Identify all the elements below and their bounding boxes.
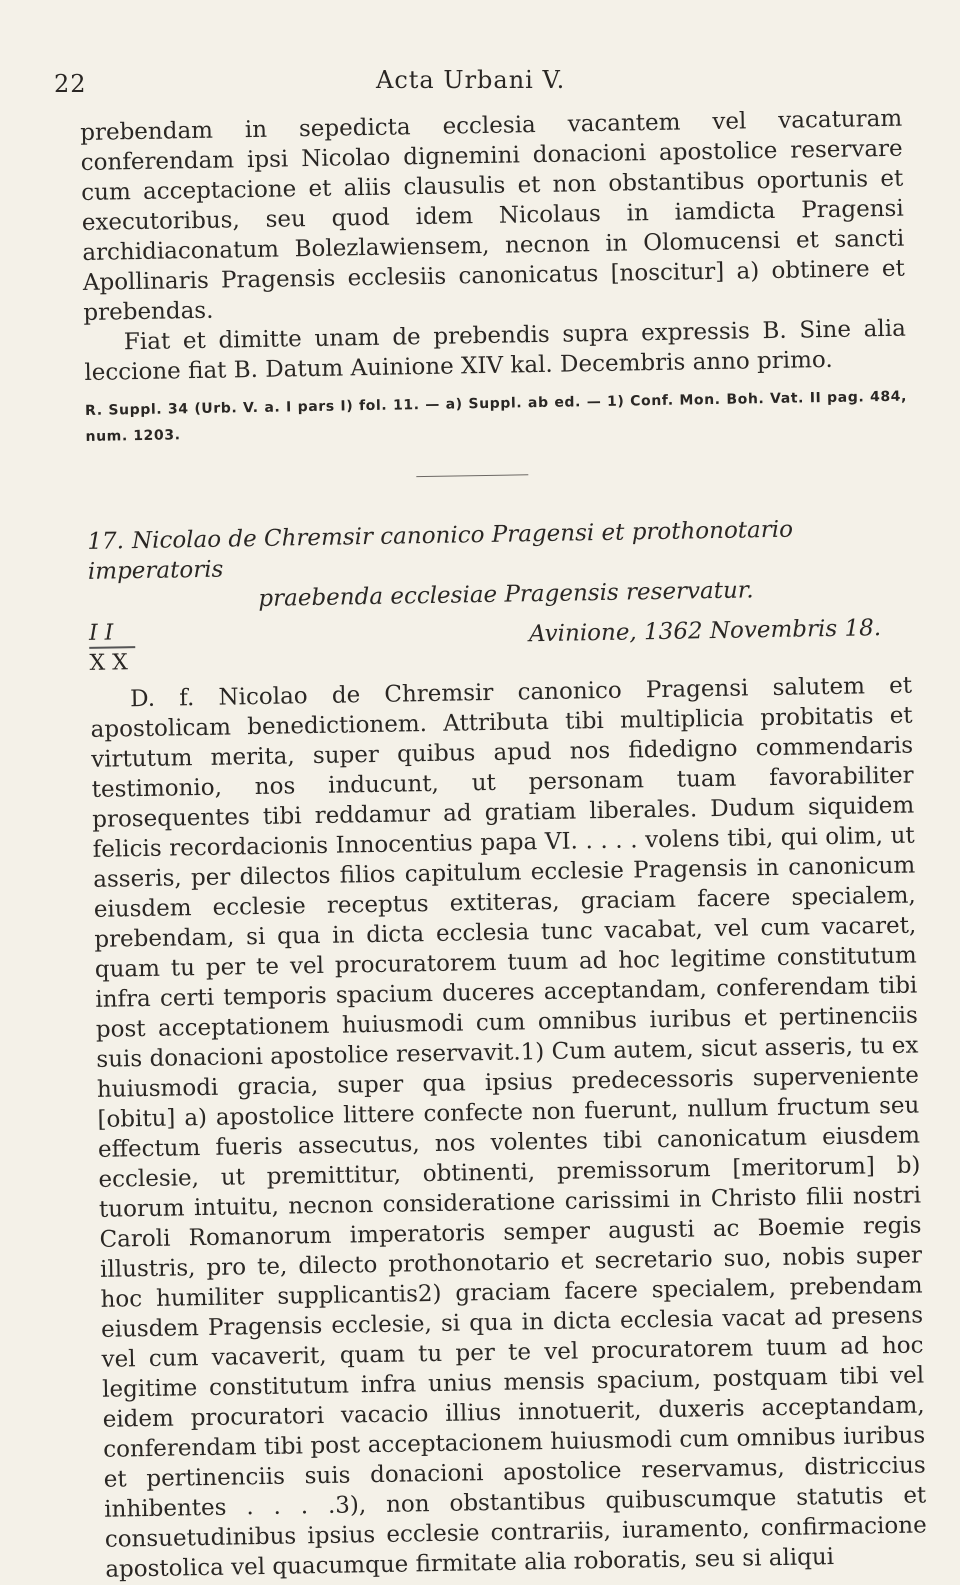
shelfmark-bottom: X X (89, 650, 129, 676)
entry-meta (89, 609, 912, 679)
shelfmark-top: I I (88, 620, 114, 646)
document-body (80, 104, 927, 1585)
entry-heading (87, 513, 910, 617)
prior-entry-fiat: Fiat et dimitte unam de prebendis supra expressis B. Sine alia leccione fiat B. Datum Auinione XIV kal. Decembris anno primo. (84, 315, 907, 386)
running-title: Acta Urbani V. (376, 66, 566, 94)
entry-title-line1: Nicolao de Chremsir canonico Pragensi et prothonotario imperatoris (87, 516, 794, 585)
entry-body: D. f. Nicolao de Chremsir canonico Pragensi salutem et apostolicam benedictionem. Attributa tibi multiplicia probitatis et virtutum merita, super quibus apud nos fidedigno commendaris testimonio, nos inducunt, ut personam tuam favorabiliter prosequentes tibi reddamur ad gratiam liberales. Dudum siquidem felicis recordacionis Innocentius papa VI. . . . . volens tibi, qui olim, ut asseris, per dilectos filios capitulum ecclesie Pragensis in canonicum eiusdem ecclesie receptus extiteras, graciam facere specialem, prebendam, si qua in dicta ecclesia tunc vacabat, vel cum vacaret, quam tu per te vel procuratorem tuum ad hoc legitime constitutum infra certi temporis spacium duceres acceptandam, conferendam tibi post acceptationem huiusmodi cum omnibus iuribus et pertinenciis suis donacioni apostolice reservavit.1) Cum autem, sicut asseris, tu ex huiusmodi gracia, super qua ipsius predecessoris superveniente [obitu] a) apostolice littere confecte non fuerunt, nullum fructum seu effectum fueris assecutus, nos volentes tibi canonicatum eiusdem ecclesie, ut premittitur, obtinenti, premissorum [meritorum] b) tuorum intuitu, necnon consideratione carissimi in Christo filii nostri Caroli Romanorum imperatoris semper augusti ac Boemie regis illustris, pro te, dilecto prothonotario et secretario suo, nobis super hoc humiliter supplicantis2) graciam facere specialem, prebendam eiusdem Pragensis ecclesie, si qua in dicta ecclesia vacat ad presens vel cum vacaverit, quam tu per te vel procuratorem tuum ad hoc legitime constitutum infra unius mensis spacium, postquam tibi vel eidem procuratori vacacio illius innotuerit, duxeris acceptandam, conferendam tibi post acceptacionem huiusmodi cum omnibus iuribus et pertinenciis suis donacioni apostolice reservamus, districcius inhibentes . . . .3), non obstantibus quibuscumque statutis et consuetudinibus ipsius ecclesie contrariis, iuramento, confirmacione apostolica vel quacumque firmitate alia roboratis, seu si aliqui (90, 672, 927, 1583)
shelfmark (89, 622, 170, 675)
shelfmark-bar (89, 646, 135, 649)
prior-entry-paragraph: prebendam in sepedicta ecclesia vacantem vel vacaturam conferendam ipsi Nicolao dignemini donacioni apostolice reservare cum acceptacione et aliis clausulis et non obstantibus oportunis et executoribus, seu quod idem Nicolaus in iamdicta Pragensi archidiaconatum Bolezlawiensem, necnon in Olomucensi et sancti Apollinaris Pragensis ecclesiis canonicatus [noscitur] a) obtinere et prebendas. (80, 105, 905, 326)
page-number: 22 (54, 70, 87, 98)
source-notes: R. Suppl. 34 (Urb. V. a. I pars I) fol. 11. — a) Suppl. ab ed. — 1) Conf. Mon. Boh. Vat. II pag. 484, num. 1203. (84, 388, 908, 445)
section-divider (416, 474, 528, 477)
entry-title-line2: praebenda ecclesiae Pragensis reservatur. (258, 577, 754, 612)
entry-date: Avinione, 1362 Novembris 18. (528, 615, 882, 648)
entry-number: 17. (87, 528, 125, 555)
